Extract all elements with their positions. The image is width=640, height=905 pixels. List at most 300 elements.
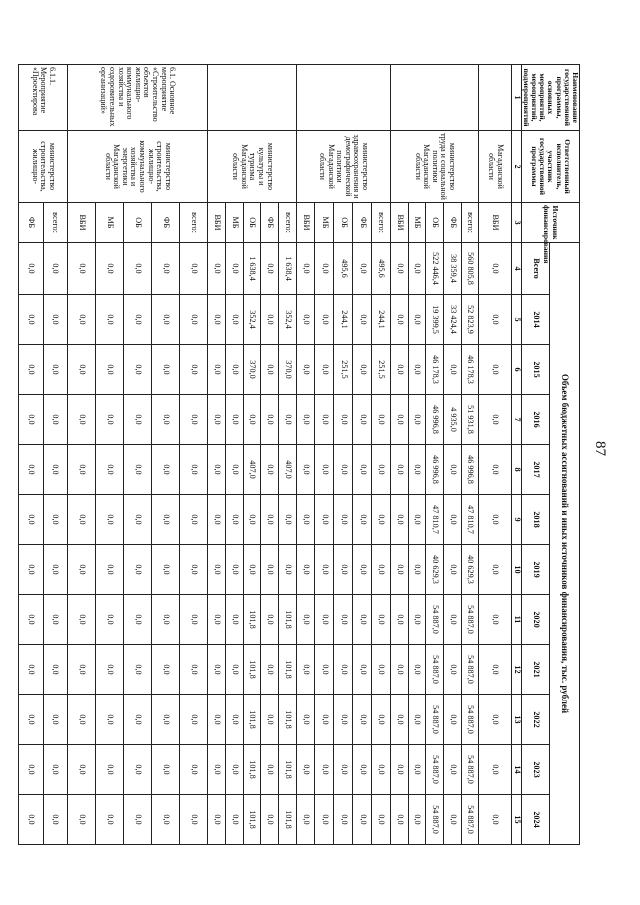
value-cell: 0,0: [372, 695, 391, 745]
col-number-6: 6: [511, 345, 521, 395]
value-cell: 51 931,8: [461, 395, 479, 445]
value-cell: 0,0: [296, 295, 315, 345]
value-cell: 0,0: [43, 295, 67, 345]
value-cell: 0,0: [479, 243, 512, 295]
value-cell: 0,0: [180, 645, 208, 695]
value-cell: 0,0: [225, 545, 243, 595]
value-cell: 0,0: [180, 295, 208, 345]
row-source-cell: ФБ: [152, 203, 180, 243]
value-cell: 0,0: [225, 395, 243, 445]
col-number-5: 5: [511, 295, 521, 345]
value-cell: 0,0: [390, 745, 408, 795]
row-source-cell: ВБИ: [67, 203, 95, 243]
value-cell: 0,0: [443, 795, 461, 845]
value-cell: 0,0: [353, 545, 372, 595]
row-source-cell: всего:: [180, 203, 208, 243]
value-cell: 0,0: [180, 695, 208, 745]
value-cell: 244,1: [334, 295, 353, 345]
value-cell: 495,6: [372, 243, 391, 295]
value-cell: 0,0: [95, 645, 123, 695]
value-cell: 0,0: [208, 495, 226, 545]
value-cell: 0,0: [208, 295, 226, 345]
value-cell: 101,8: [278, 595, 296, 645]
value-cell: 101,8: [278, 745, 296, 795]
value-cell: 0,0: [225, 645, 243, 695]
value-cell: 0,0: [95, 243, 123, 295]
value-cell: 0,0: [95, 395, 123, 445]
value-cell: 0,0: [67, 495, 95, 545]
value-cell: 0,0: [334, 695, 353, 745]
value-cell: 0,0: [19, 745, 43, 795]
value-cell: 0,0: [372, 495, 391, 545]
value-cell: 0,0: [180, 795, 208, 845]
value-cell: 0,0: [479, 445, 512, 495]
header-year-2022: 2022: [521, 695, 549, 745]
header-year-2019: 2019: [521, 545, 549, 595]
row-source-cell: всего:: [461, 203, 479, 243]
value-cell: 0,0: [334, 595, 353, 645]
value-cell: 0,0: [243, 495, 261, 545]
value-cell: 0,0: [372, 795, 391, 845]
value-cell: 0,0: [479, 795, 512, 845]
value-cell: 0,0: [479, 395, 512, 445]
value-cell: 0,0: [19, 495, 43, 545]
value-cell: 0,0: [43, 695, 67, 745]
value-cell: 0,0: [443, 645, 461, 695]
value-cell: 0,0: [390, 295, 408, 345]
header-year-2023: 2023: [521, 745, 549, 795]
value-cell: 0,0: [353, 695, 372, 745]
value-cell: 0,0: [334, 395, 353, 445]
value-cell: 0,0: [152, 645, 180, 695]
row-source-cell: ОБ: [243, 203, 261, 243]
value-cell: 0,0: [180, 345, 208, 395]
table-row: [479, 65, 512, 845]
value-cell: 0,0: [390, 445, 408, 495]
col-number-8: 8: [511, 445, 521, 495]
value-cell: 0,0: [296, 243, 315, 295]
value-cell: 0,0: [353, 345, 372, 395]
col-number-15: 15: [511, 795, 521, 845]
value-cell: 0,0: [95, 495, 123, 545]
value-cell: 101,8: [243, 745, 261, 795]
value-cell: 0,0: [208, 595, 226, 645]
row-source-cell: ВБИ: [479, 203, 512, 243]
value-cell: 0,0: [95, 595, 123, 645]
value-cell: 0,0: [261, 345, 279, 395]
value-cell: 54 887,0: [426, 595, 444, 645]
value-cell: 0,0: [225, 445, 243, 495]
value-cell: 0,0: [123, 295, 151, 345]
value-cell: 0,0: [261, 645, 279, 695]
value-cell: 0,0: [67, 795, 95, 845]
value-cell: 38 359,4: [443, 243, 461, 295]
value-cell: 0,0: [208, 645, 226, 695]
value-cell: 0,0: [67, 745, 95, 795]
value-cell: 0,0: [95, 345, 123, 395]
value-cell: 407,0: [243, 445, 261, 495]
value-cell: 101,8: [278, 695, 296, 745]
value-cell: 0,0: [19, 595, 43, 645]
value-cell: 0,0: [67, 595, 95, 645]
value-cell: 0,0: [123, 545, 151, 595]
value-cell: 0,0: [67, 445, 95, 495]
value-cell: 0,0: [443, 495, 461, 545]
col-number-10: 10: [511, 545, 521, 595]
rotated-table-wrapper: [27, 64, 580, 844]
value-cell: 0,0: [67, 545, 95, 595]
value-cell: 0,0: [67, 645, 95, 695]
value-cell: 0,0: [19, 345, 43, 395]
value-cell: 244,1: [372, 295, 391, 345]
value-cell: 0,0: [315, 645, 334, 695]
value-cell: 0,0: [334, 795, 353, 845]
table-header: [511, 65, 579, 845]
value-cell: 52 823,9: [461, 295, 479, 345]
value-cell: 0,0: [261, 695, 279, 745]
value-cell: 0,0: [408, 295, 426, 345]
value-cell: 0,0: [443, 595, 461, 645]
value-cell: 0,0: [353, 395, 372, 445]
value-cell: 0,0: [479, 545, 512, 595]
value-cell: 46 178,3: [426, 345, 444, 395]
row-executor-cell: министерство строительства, жилищно-коммунального хозяйства и энергетики Магаданской области: [67, 131, 208, 203]
value-cell: 0,0: [180, 395, 208, 445]
row-name-cell: [296, 65, 390, 131]
value-cell: 101,8: [243, 695, 261, 745]
value-cell: 0,0: [123, 695, 151, 745]
value-cell: 0,0: [390, 395, 408, 445]
header-executor: Ответственный исполнитель, участник государственной программы: [521, 131, 579, 203]
value-cell: 0,0: [261, 545, 279, 595]
value-cell: 19 399,5: [426, 295, 444, 345]
row-source-cell: МБ: [408, 203, 426, 243]
header-row-col-numbers: [511, 65, 521, 845]
header-year-2020: 2020: [521, 595, 549, 645]
value-cell: 0,0: [225, 695, 243, 745]
value-cell: 0,0: [296, 345, 315, 395]
value-cell: 0,0: [67, 695, 95, 745]
row-source-cell: ФБ: [19, 203, 43, 243]
value-cell: 0,0: [43, 645, 67, 695]
table-row: [461, 65, 479, 845]
value-cell: 0,0: [123, 645, 151, 695]
value-cell: 0,0: [334, 445, 353, 495]
header-year-2021: 2021: [521, 645, 549, 695]
value-cell: 0,0: [296, 745, 315, 795]
value-cell: 352,4: [278, 295, 296, 345]
value-cell: 0,0: [390, 795, 408, 845]
value-cell: 0,0: [67, 243, 95, 295]
table-row: [278, 65, 296, 845]
value-cell: 0,0: [180, 595, 208, 645]
col-number-11: 11: [511, 595, 521, 645]
value-cell: 560 805,8: [461, 243, 479, 295]
value-cell: 0,0: [225, 295, 243, 345]
value-cell: 101,8: [243, 795, 261, 845]
value-cell: 0,0: [208, 545, 226, 595]
value-cell: 0,0: [372, 395, 391, 445]
value-cell: 0,0: [180, 545, 208, 595]
col-number-2: 2: [511, 131, 521, 203]
value-cell: 0,0: [43, 243, 67, 295]
value-cell: 0,0: [19, 395, 43, 445]
value-cell: 251,5: [334, 345, 353, 395]
row-source-cell: всего:: [372, 203, 391, 243]
value-cell: 0,0: [19, 445, 43, 495]
value-cell: 0,0: [479, 295, 512, 345]
value-cell: 0,0: [372, 645, 391, 695]
value-cell: 0,0: [43, 745, 67, 795]
value-cell: 0,0: [43, 345, 67, 395]
value-cell: 0,0: [372, 595, 391, 645]
value-cell: 0,0: [67, 345, 95, 395]
value-cell: 0,0: [43, 495, 67, 545]
value-cell: 0,0: [261, 295, 279, 345]
row-source-cell: ФБ: [261, 203, 279, 243]
value-cell: 0,0: [278, 495, 296, 545]
value-cell: 0,0: [208, 345, 226, 395]
value-cell: 0,0: [443, 345, 461, 395]
row-source-cell: ФБ: [443, 203, 461, 243]
value-cell: 54 887,0: [461, 695, 479, 745]
value-cell: 0,0: [123, 595, 151, 645]
value-cell: 0,0: [408, 445, 426, 495]
value-cell: 0,0: [372, 445, 391, 495]
value-cell: 0,0: [315, 295, 334, 345]
value-cell: 0,0: [123, 395, 151, 445]
value-cell: 0,0: [95, 295, 123, 345]
row-source-cell: всего:: [278, 203, 296, 243]
value-cell: 0,0: [152, 745, 180, 795]
header-total: Всего: [521, 243, 549, 295]
row-name-cell: [390, 65, 478, 131]
header-name: Наименование государственной программы, основных мероприятий, мероприятий, подмероприятий: [521, 65, 579, 131]
value-cell: 0,0: [261, 595, 279, 645]
value-cell: 54 887,0: [426, 645, 444, 695]
value-cell: 0,0: [278, 545, 296, 595]
value-cell: 0,0: [152, 295, 180, 345]
header-year-2016: 2016: [521, 395, 549, 445]
value-cell: 0,0: [390, 243, 408, 295]
value-cell: 0,0: [95, 745, 123, 795]
value-cell: 0,0: [152, 695, 180, 745]
value-cell: 40 629,3: [426, 545, 444, 595]
value-cell: 0,0: [123, 243, 151, 295]
header-source: Источник финансирования: [521, 203, 579, 243]
value-cell: 0,0: [152, 495, 180, 545]
value-cell: 0,0: [334, 495, 353, 545]
value-cell: 0,0: [390, 645, 408, 695]
row-name-cell: [208, 65, 296, 131]
value-cell: 0,0: [315, 695, 334, 745]
value-cell: 0,0: [123, 745, 151, 795]
value-cell: 0,0: [152, 445, 180, 495]
value-cell: 54 887,0: [426, 695, 444, 745]
value-cell: 0,0: [479, 695, 512, 745]
value-cell: 33 424,4: [443, 295, 461, 345]
value-cell: 101,8: [243, 595, 261, 645]
value-cell: 0,0: [408, 545, 426, 595]
value-cell: 0,0: [261, 745, 279, 795]
value-cell: 0,0: [353, 445, 372, 495]
table-canvas: [27, 64, 580, 844]
value-cell: 54 887,0: [461, 645, 479, 695]
row-source-cell: ОБ: [123, 203, 151, 243]
value-cell: 522 446,4: [426, 243, 444, 295]
row-source-cell: МБ: [315, 203, 334, 243]
value-cell: 0,0: [19, 295, 43, 345]
value-cell: 0,0: [225, 345, 243, 395]
value-cell: 54 887,0: [461, 795, 479, 845]
value-cell: 0,0: [180, 445, 208, 495]
value-cell: 0,0: [353, 243, 372, 295]
value-cell: 0,0: [243, 545, 261, 595]
value-cell: 0,0: [19, 243, 43, 295]
value-cell: 352,4: [243, 295, 261, 345]
row-name-cell: 6.1.1. Мероприятие «Проектирова: [19, 65, 67, 131]
value-cell: 0,0: [408, 645, 426, 695]
value-cell: 0,0: [353, 595, 372, 645]
value-cell: 0,0: [408, 745, 426, 795]
value-cell: 0,0: [43, 795, 67, 845]
row-executor-cell: Магаданской области: [479, 131, 512, 203]
value-cell: 0,0: [67, 395, 95, 445]
table-row: [372, 65, 391, 845]
value-cell: 54 887,0: [461, 595, 479, 645]
value-cell: 370,0: [278, 345, 296, 395]
value-cell: 54 887,0: [461, 745, 479, 795]
value-cell: 0,0: [479, 645, 512, 695]
value-cell: 0,0: [315, 745, 334, 795]
value-cell: 0,0: [296, 645, 315, 695]
value-cell: 0,0: [479, 495, 512, 545]
value-cell: 0,0: [443, 695, 461, 745]
row-source-cell: всего:: [43, 203, 67, 243]
header-year-2017: 2017: [521, 445, 549, 495]
value-cell: 0,0: [408, 695, 426, 745]
value-cell: 0,0: [19, 545, 43, 595]
col-number-14: 14: [511, 745, 521, 795]
value-cell: 0,0: [43, 395, 67, 445]
row-source-cell: ФБ: [353, 203, 372, 243]
value-cell: 0,0: [443, 445, 461, 495]
header-volume: Объем бюджетных ассигнований и иных источников финансирования, тыс. рублей: [549, 243, 579, 845]
header-year-2015: 2015: [521, 345, 549, 395]
value-cell: 54 887,0: [426, 745, 444, 795]
value-cell: 0,0: [123, 795, 151, 845]
value-cell: 0,0: [408, 595, 426, 645]
value-cell: 0,0: [208, 745, 226, 795]
value-cell: 0,0: [225, 795, 243, 845]
row-source-cell: МБ: [225, 203, 243, 243]
value-cell: 0,0: [479, 345, 512, 395]
value-cell: 0,0: [315, 243, 334, 295]
value-cell: 0,0: [390, 595, 408, 645]
col-number-12: 12: [511, 645, 521, 695]
row-executor-cell: министерство строительства, жилищно-: [19, 131, 67, 203]
value-cell: 0,0: [353, 645, 372, 695]
budget-table: [18, 64, 580, 845]
value-cell: 0,0: [208, 795, 226, 845]
value-cell: 251,5: [372, 345, 391, 395]
value-cell: 0,0: [208, 395, 226, 445]
row-executor-cell: министерство здравоохранения и демографической политики Магаданской области: [296, 131, 390, 203]
value-cell: 0,0: [152, 395, 180, 445]
value-cell: 0,0: [334, 645, 353, 695]
col-number-9: 9: [511, 495, 521, 545]
value-cell: 0,0: [225, 595, 243, 645]
value-cell: 0,0: [315, 795, 334, 845]
value-cell: 0,0: [261, 395, 279, 445]
value-cell: 0,0: [123, 445, 151, 495]
value-cell: 0,0: [261, 495, 279, 545]
row-source-cell: ВБИ: [390, 203, 408, 243]
value-cell: 0,0: [334, 745, 353, 795]
value-cell: 0,0: [353, 795, 372, 845]
value-cell: 0,0: [180, 495, 208, 545]
value-cell: 0,0: [123, 345, 151, 395]
value-cell: 0,0: [95, 795, 123, 845]
value-cell: 0,0: [296, 395, 315, 445]
value-cell: 46 996,8: [426, 445, 444, 495]
value-cell: 0,0: [372, 745, 391, 795]
value-cell: 407,0: [278, 445, 296, 495]
value-cell: 0,0: [315, 395, 334, 445]
row-executor-cell: министерство культуры и туризма Магаданской области: [208, 131, 296, 203]
value-cell: 0,0: [180, 745, 208, 795]
value-cell: 0,0: [152, 595, 180, 645]
value-cell: 0,0: [353, 495, 372, 545]
col-number-13: 13: [511, 695, 521, 745]
col-number-4: 4: [511, 243, 521, 295]
value-cell: 47 810,7: [461, 495, 479, 545]
value-cell: 0,0: [19, 645, 43, 695]
header-row-main: [549, 65, 579, 845]
value-cell: 0,0: [390, 545, 408, 595]
col-number-1: 1: [511, 65, 521, 131]
table-row: [43, 65, 67, 845]
value-cell: 0,0: [296, 595, 315, 645]
value-cell: 0,0: [43, 595, 67, 645]
value-cell: 0,0: [278, 395, 296, 445]
value-cell: 0,0: [43, 545, 67, 595]
row-source-cell: ВБИ: [296, 203, 315, 243]
value-cell: 101,8: [278, 645, 296, 695]
value-cell: 46 996,8: [461, 445, 479, 495]
value-cell: 0,0: [208, 243, 226, 295]
header-year-2018: 2018: [521, 495, 549, 545]
value-cell: 0,0: [479, 595, 512, 645]
value-cell: 0,0: [296, 545, 315, 595]
value-cell: 0,0: [408, 795, 426, 845]
value-cell: 47 810,7: [426, 495, 444, 545]
page-number: 87: [592, 441, 608, 456]
row-source-cell: МБ: [95, 203, 123, 243]
value-cell: 0,0: [390, 345, 408, 395]
value-cell: 0,0: [353, 745, 372, 795]
value-cell: 0,0: [315, 445, 334, 495]
row-name-cell: [479, 65, 512, 131]
row-source-cell: ОБ: [334, 203, 353, 243]
value-cell: 0,0: [479, 745, 512, 795]
value-cell: 0,0: [390, 495, 408, 545]
value-cell: 101,8: [278, 795, 296, 845]
value-cell: 0,0: [296, 695, 315, 745]
value-cell: 0,0: [315, 495, 334, 545]
value-cell: 0,0: [152, 243, 180, 295]
row-source-cell: ВБИ: [208, 203, 226, 243]
